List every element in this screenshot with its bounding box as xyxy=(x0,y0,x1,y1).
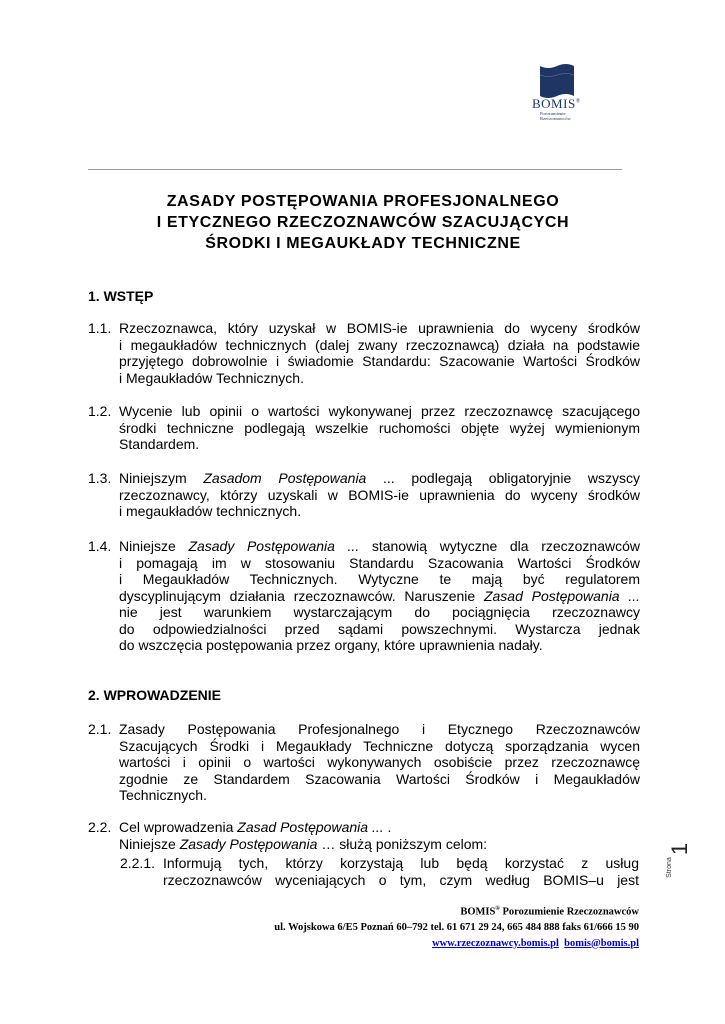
page-number: Strona 1 xyxy=(665,842,693,878)
logo-wordmark: BOMIS® xyxy=(532,96,581,111)
logo-subtitle: Porozumienie Rzeczoznawców xyxy=(540,111,571,121)
section-heading-wprowadzenie: 2. WPROWADZENIE xyxy=(88,687,222,703)
section-heading-wstep: 1. WSTĘP xyxy=(88,288,154,304)
footer xyxy=(274,902,639,951)
document-title: ZASADY POSTĘPOWANIA PROFESJONALNEGO I ETYCZNEGO RZECZOZNAWCÓW SZACUJĄCYCH ŚRODKI I MEGAUKŁADY TECHNICZNE xyxy=(156,193,570,252)
website-link[interactable]: www.rzeczoznawcy.bomis.pl xyxy=(432,937,559,949)
bomis-logo xyxy=(532,64,592,122)
email-link[interactable]: bomis@bomis.pl xyxy=(564,937,639,949)
bomis-emblem-icon xyxy=(538,64,576,98)
footer-org: BOMIS® Porozumienie Rzeczoznawców xyxy=(460,906,639,918)
footer-address: ul. Wojskowa 6/E5 Poznań 60–792 tel. 61 671 29 24, 665 484 888 faks 61/666 15 90 xyxy=(274,922,639,933)
footer-links xyxy=(274,936,639,952)
header-divider xyxy=(88,169,622,170)
